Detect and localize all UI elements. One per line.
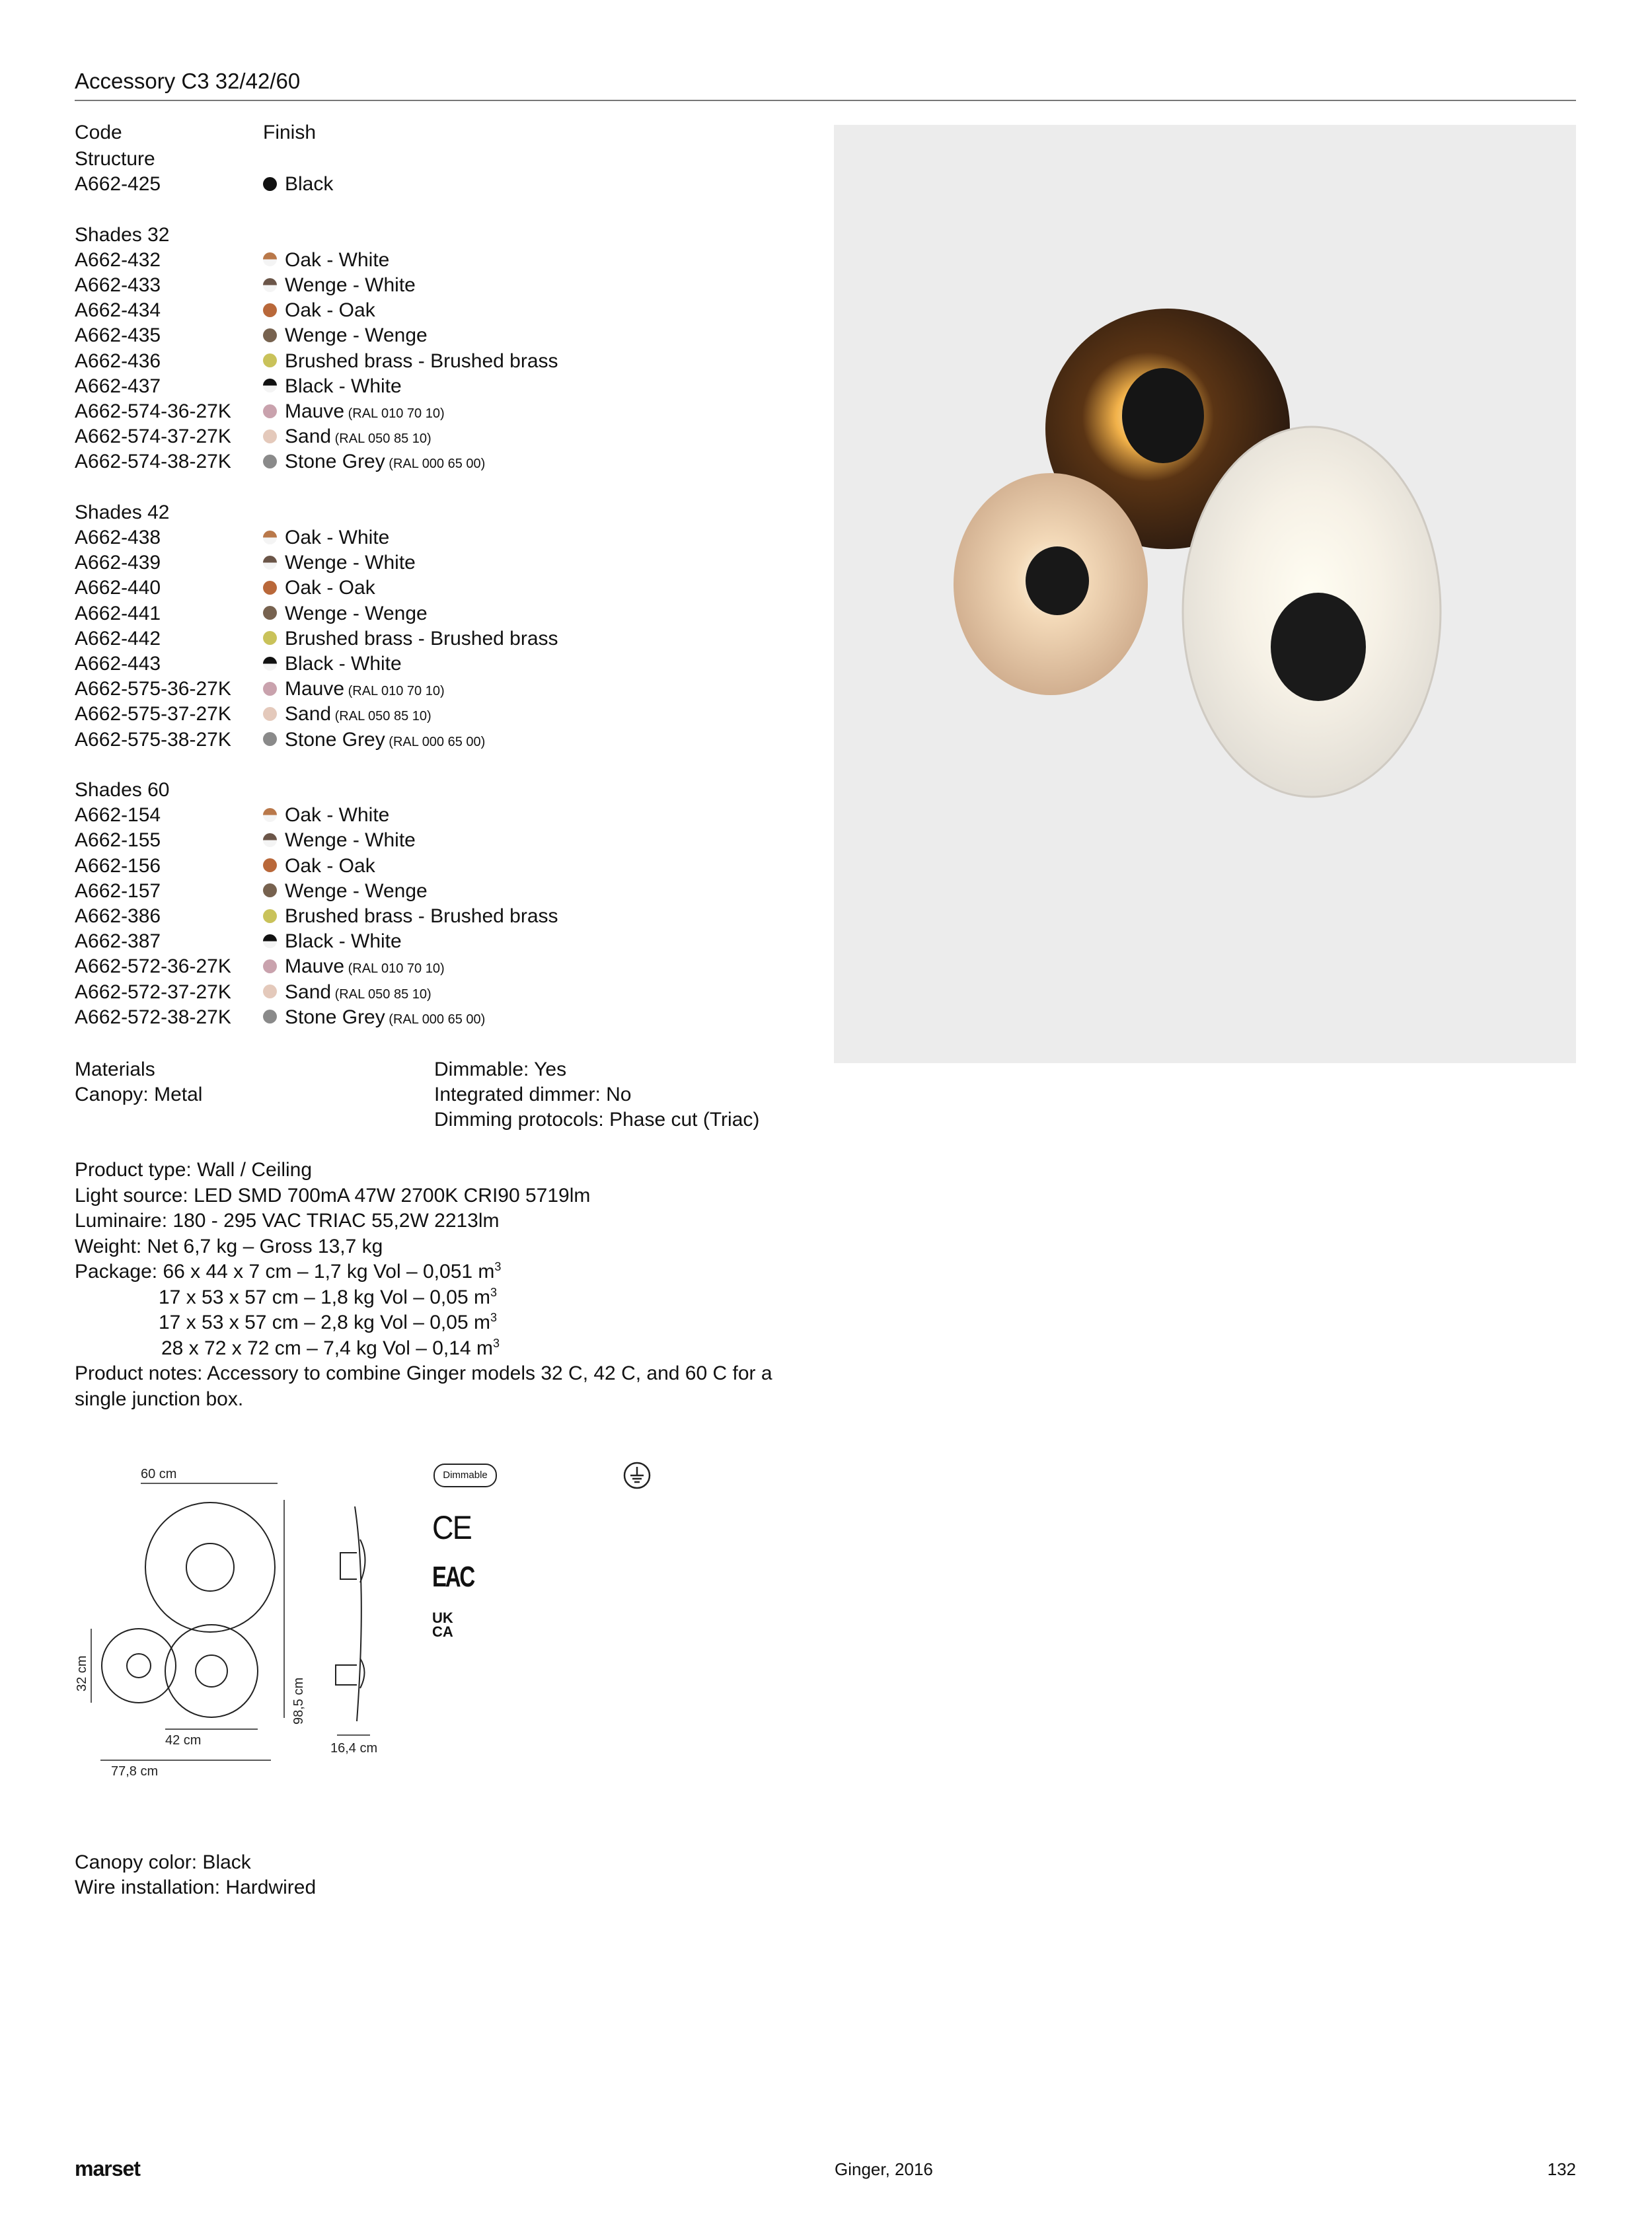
ukca-bottom: CA [432, 1623, 453, 1640]
title-rule [75, 100, 1576, 101]
finish-value: Oak - White [263, 248, 389, 273]
product-code: A662-440 [75, 577, 161, 599]
product-code: A662-572-37-27K [75, 981, 231, 1003]
product-code: A662-386 [75, 905, 161, 927]
finish-swatch-icon [263, 631, 277, 645]
finish-value: Oak - Oak [263, 854, 375, 879]
product-code: A662-157 [75, 879, 161, 902]
product-code: A662-432 [75, 248, 161, 271]
finish-swatch-icon [263, 303, 277, 317]
finish-swatch-icon [263, 252, 277, 266]
finish-value: Wenge - Wenge [263, 601, 428, 626]
table-row [75, 702, 802, 727]
dim-778-label: 77,8 cm [111, 1764, 159, 1779]
package-value: 66 x 44 x 7 cm – 1,7 kg Vol – 0,051 m [163, 1261, 495, 1282]
table-row [75, 525, 802, 550]
cube-sup: 3 [490, 1285, 497, 1299]
cube-sup: 3 [492, 1336, 500, 1350]
finish-swatch-icon [263, 833, 277, 847]
package-line-4 [75, 1336, 821, 1362]
finish-swatch-icon [263, 657, 277, 671]
finish-swatch-icon [263, 808, 277, 822]
finish-swatch-icon [263, 682, 277, 696]
finish-value: Stone Grey (RAL 000 65 00) [263, 727, 485, 755]
ginger-lamp-illustration [834, 125, 1576, 1063]
ral-code: (RAL 000 65 00) [385, 734, 486, 749]
cube-sup: 3 [494, 1260, 502, 1273]
table-row [75, 803, 802, 828]
finish-swatch-icon [263, 531, 277, 544]
finish-value: Sand (RAL 050 85 10) [263, 980, 432, 1007]
side-view [336, 1506, 365, 1721]
finish-value: Mauve (RAL 010 70 10) [263, 677, 445, 704]
table-row [75, 1005, 802, 1030]
product-code: A662-441 [75, 602, 161, 624]
table-row [75, 626, 802, 651]
finish-swatch-icon [263, 455, 277, 468]
finish-value: Mauve (RAL 010 70 10) [263, 954, 445, 981]
package-value: 17 x 53 x 57 cm – 1,8 kg Vol – 0,05 m [159, 1286, 490, 1308]
finish-swatch-icon [263, 934, 277, 948]
finish-swatch-icon [263, 606, 277, 620]
ral-code: (RAL 010 70 10) [344, 406, 445, 421]
finish-swatch-icon [263, 985, 277, 998]
finish-value: Wenge - White [263, 273, 416, 298]
product-code: A662-155 [75, 829, 161, 852]
product-code: A662-435 [75, 324, 161, 347]
table-row [75, 727, 802, 753]
group-label: Shades 42 [75, 501, 170, 523]
finish-swatch-icon [263, 429, 277, 443]
finish-value: Brushed brass - Brushed brass [263, 349, 558, 374]
group-label: Structure [75, 148, 155, 170]
page-title: Accessory C3 32/42/60 [75, 69, 301, 93]
ral-code: (RAL 010 70 10) [344, 684, 445, 699]
dim-60-label: 60 cm [141, 1467, 177, 1481]
finish-value: Black - White [263, 651, 402, 677]
product-code: A662-387 [75, 930, 161, 953]
ral-code: (RAL 000 65 00) [385, 457, 486, 472]
ukca-top: UK [432, 1610, 453, 1626]
package-value: 28 x 72 x 72 cm – 7,4 kg Vol – 0,14 m [161, 1337, 493, 1359]
specs-block [75, 1158, 821, 1412]
finish-value: Mauve (RAL 010 70 10) [263, 399, 445, 426]
finish-swatch-icon [263, 328, 277, 342]
product-code: A662-442 [75, 627, 161, 650]
ral-code: (RAL 050 85 10) [331, 709, 432, 724]
product-type: Product type: Wall / Ceiling [75, 1159, 313, 1181]
ral-code: (RAL 050 85 10) [331, 986, 432, 1002]
light-source: Light source: LED SMD 700mA 47W 2700K CRI90 5719lm [75, 1184, 591, 1207]
dimension-lines [91, 1483, 370, 1760]
finish-value: Black - White [263, 929, 402, 954]
finish-swatch-icon [263, 1010, 277, 1023]
finish-swatch-icon [263, 177, 277, 191]
weight: Weight: Net 6,7 kg – Gross 13,7 kg [75, 1235, 383, 1257]
finish-swatch-icon [263, 732, 277, 746]
ukca-mark-icon [432, 1611, 453, 1639]
table-row [75, 349, 802, 374]
group-label: Shades 32 [75, 223, 170, 246]
table-row [75, 248, 802, 273]
finish-value: Black - White [263, 374, 402, 399]
product-notes: Product notes: Accessory to combine Ginger models 32 C, 42 C, and 60 C for a single junction box. [75, 1362, 772, 1410]
finish-value: Brushed brass - Brushed brass [263, 626, 558, 651]
cube-sup: 3 [490, 1311, 497, 1324]
ral-code: (RAL 050 85 10) [331, 431, 432, 447]
table-row [75, 172, 802, 197]
front-view [102, 1503, 275, 1717]
dim-985-label: 98,5 cm [291, 1677, 306, 1725]
table-row [75, 424, 802, 449]
eac-mark-icon: EAC [432, 1561, 474, 1593]
finish-value: Sand (RAL 050 85 10) [263, 702, 432, 729]
table-row [75, 449, 802, 474]
product-code: A662-156 [75, 854, 161, 877]
dimmable: Dimmable: Yes [434, 1059, 567, 1080]
product-code: A662-575-37-27K [75, 703, 231, 725]
materials-title: Materials [75, 1059, 155, 1080]
ce-mark-icon: CE [432, 1509, 471, 1546]
footer-product: Ginger, 2016 [835, 2159, 933, 2179]
dimming-protocols: Dimming protocols: Phase cut (Triac) [434, 1109, 760, 1131]
table-row [75, 677, 802, 702]
finish-value: Wenge - White [263, 550, 416, 576]
finish-value: Stone Grey (RAL 000 65 00) [263, 1005, 485, 1032]
finish-swatch-icon [263, 379, 277, 392]
finish-header: Finish [263, 122, 317, 143]
dim-164-label: 16,4 cm [330, 1741, 378, 1756]
finish-swatch-icon [263, 959, 277, 973]
table-row [75, 374, 802, 399]
table-row [75, 273, 802, 298]
product-code: A662-434 [75, 299, 161, 322]
product-code: A662-438 [75, 527, 161, 548]
finish-swatch-icon [263, 404, 277, 418]
finish-value: Wenge - Wenge [263, 879, 428, 904]
product-code: A662-433 [75, 274, 161, 296]
table-row [75, 879, 802, 904]
ground-icon [622, 1461, 652, 1490]
finish-value: Wenge - Wenge [263, 323, 428, 348]
table-row [75, 550, 802, 576]
ral-code: (RAL 010 70 10) [344, 961, 445, 977]
table-row [75, 828, 802, 853]
package-line-1 [75, 1259, 821, 1285]
finish-value: Stone Grey (RAL 000 65 00) [263, 449, 485, 476]
table-row [75, 601, 802, 626]
finish-swatch-icon [263, 278, 277, 292]
technical-drawing [66, 1454, 410, 1797]
product-code: A662-154 [75, 804, 161, 827]
table-row [75, 854, 802, 879]
product-code: A662-437 [75, 375, 161, 397]
code-header: Code [75, 122, 122, 143]
product-code: A662-443 [75, 653, 161, 675]
product-code: A662-572-38-27K [75, 1006, 231, 1028]
product-code: A662-436 [75, 350, 161, 372]
product-code: A662-574-37-27K [75, 426, 231, 448]
finish-value: Sand (RAL 050 85 10) [263, 424, 432, 451]
product-code: A662-575-36-27K [75, 678, 231, 700]
finish-value: Brushed brass - Brushed brass [263, 904, 558, 929]
finish-value: Oak - White [263, 803, 389, 828]
integrated-dimmer: Integrated dimmer: No [434, 1084, 632, 1105]
package-line-2 [75, 1285, 821, 1311]
product-code: A662-574-36-27K [75, 400, 231, 422]
wire-installation: Wire installation: Hardwired [75, 1877, 317, 1898]
package-label: Package: [75, 1261, 158, 1282]
finish-value: Oak - Oak [263, 576, 375, 601]
table-row [75, 980, 802, 1005]
product-code: A662-425 [75, 173, 161, 196]
package-value: 17 x 53 x 57 cm – 2,8 kg Vol – 0,05 m [159, 1312, 490, 1333]
dim-42-label: 42 cm [165, 1733, 202, 1748]
luminaire: Luminaire: 180 - 295 VAC TRIAC 55,2W 2213lm [75, 1210, 500, 1232]
product-code: A662-574-38-27K [75, 451, 231, 473]
finish-swatch-icon [263, 858, 277, 872]
finish-value: Black [263, 172, 333, 197]
finish-swatch-icon [263, 556, 277, 570]
product-code: A662-575-38-27K [75, 728, 231, 751]
dim-32-label: 32 cm [75, 1655, 89, 1691]
table-row [75, 929, 802, 954]
table-row [75, 298, 802, 323]
finish-swatch-icon [263, 707, 277, 721]
finish-swatch-icon [263, 909, 277, 923]
table-row [75, 904, 802, 929]
page-number: 132 [1547, 2159, 1576, 2179]
package-line-3 [75, 1310, 821, 1336]
product-code: A662-572-36-27K [75, 955, 231, 978]
finish-swatch-icon [263, 353, 277, 367]
table-row [75, 576, 802, 601]
brand-logo: marset [75, 2157, 140, 2180]
finish-value: Oak - White [263, 525, 389, 550]
dimmable-badge: Dimmable [433, 1464, 497, 1487]
group-label: Shades 60 [75, 779, 170, 801]
ral-code: (RAL 000 65 00) [385, 1012, 486, 1027]
finish-value: Oak - Oak [263, 298, 375, 323]
table-row [75, 954, 802, 979]
product-code: A662-439 [75, 552, 161, 574]
table-row [75, 323, 802, 348]
table-row [75, 651, 802, 677]
canopy-material: Canopy: Metal [75, 1084, 203, 1105]
finish-swatch-icon [263, 883, 277, 897]
finish-value: Wenge - White [263, 828, 416, 853]
canopy-color: Canopy color: Black [75, 1851, 251, 1873]
product-photo [834, 125, 1576, 1063]
table-row [75, 399, 802, 424]
finish-swatch-icon [263, 581, 277, 595]
